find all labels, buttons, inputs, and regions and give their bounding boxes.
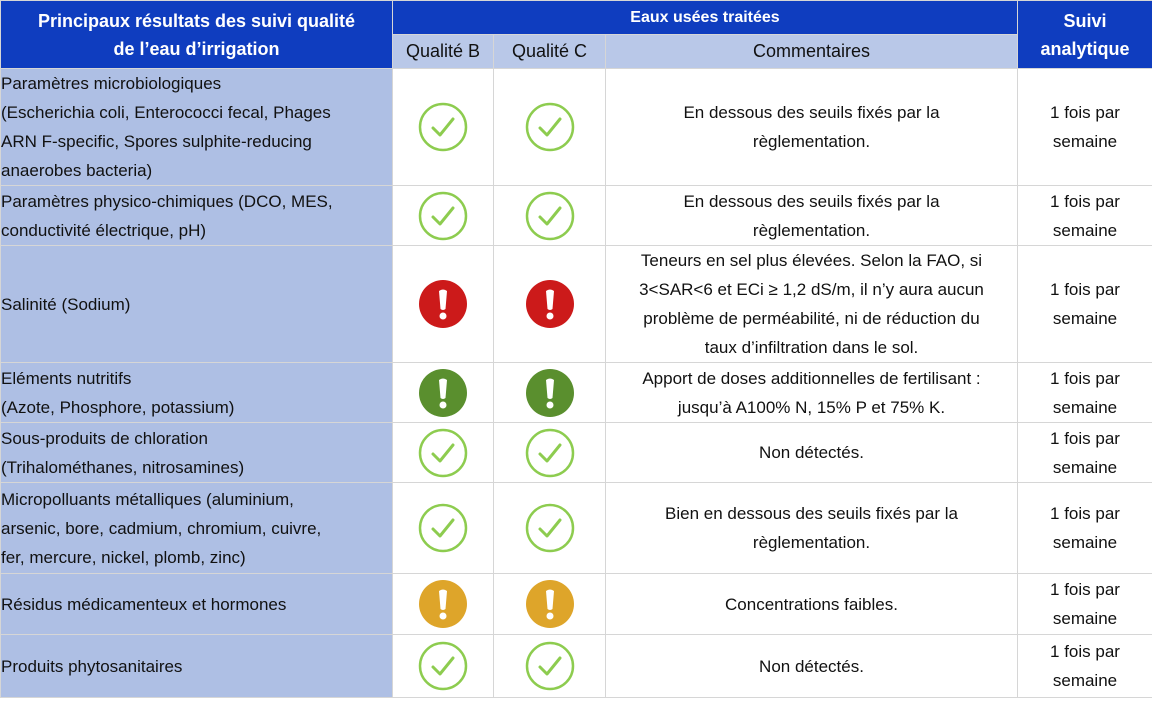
- comment-text: Non détectés.: [759, 656, 864, 676]
- info-green-icon: [524, 367, 576, 419]
- frequency-cell: [1018, 69, 1152, 186]
- comment-cell: [606, 246, 1018, 363]
- warning-orange-icon: [524, 578, 576, 630]
- parameter-cell: [1, 186, 393, 246]
- comment-cell: [606, 186, 1018, 246]
- parameter-text: Micropolluants métalliques (aluminium,: [1, 489, 294, 509]
- comment-text: 3<SAR<6 et ECi ≥ 1,2 dS/m, il n’y aura aucun: [639, 280, 984, 299]
- parameter-text: (Trihalométhanes, nitrosamines): [1, 457, 245, 477]
- column-header-qualite-b: Qualité B: [393, 35, 494, 69]
- table-row: [1, 363, 1152, 423]
- qualite-b-cell: [393, 363, 494, 423]
- table-row: [1, 69, 1152, 186]
- alert-red-icon: [417, 278, 469, 330]
- qualite-b-cell: [393, 574, 494, 635]
- comment-cell: [606, 69, 1018, 186]
- check-circle-icon: [524, 101, 576, 153]
- parameter-text: Paramètres microbiologiques: [1, 74, 222, 93]
- parameter-cell: [1, 69, 393, 186]
- parameter-text: Produits phytosanitaires: [1, 656, 183, 676]
- comment-text: Concentrations faibles.: [725, 594, 898, 614]
- frequency-text: semaine: [1052, 533, 1118, 552]
- check-circle-icon: [417, 502, 469, 554]
- table-row: [1, 483, 1152, 574]
- parameter-cell: [1, 574, 393, 635]
- qualite-c-cell: [494, 483, 606, 574]
- parameter-text: fer, mercure, nickel, plomb, zinc): [1, 547, 246, 567]
- comment-cell: [606, 423, 1018, 483]
- check-circle-icon: [417, 427, 469, 479]
- parameter-text: Résidus médicamenteux et hormones: [1, 594, 287, 614]
- comment-cell: [606, 574, 1018, 635]
- check-circle-icon: [417, 640, 469, 692]
- comment-text: taux d’infiltration dans le sol.: [704, 338, 919, 357]
- frequency-text: semaine: [1052, 671, 1118, 690]
- comment-cell: [606, 483, 1018, 574]
- parameter-text: arsenic, bore, cadmium, chromium, cuivre,: [1, 518, 322, 538]
- check-circle-icon: [417, 101, 469, 153]
- frequency-cell: [1018, 246, 1152, 363]
- table-body: [1, 69, 1152, 698]
- comment-cell: [606, 635, 1018, 698]
- frequency-text: 1 fois par: [1050, 504, 1120, 523]
- qualite-c-cell: [494, 635, 606, 698]
- suivi-header: [1018, 1, 1152, 69]
- frequency-text: semaine: [1052, 220, 1118, 240]
- frequency-text: 1 fois par: [1050, 368, 1120, 388]
- parameter-text: Salinité (Sodium): [1, 294, 131, 314]
- parameter-cell: [1, 246, 393, 363]
- qualite-b-cell: [393, 186, 494, 246]
- comment-text: En dessous des seuils fixés par la: [683, 191, 940, 211]
- table-row: [1, 423, 1152, 483]
- qualite-c-cell: [494, 423, 606, 483]
- table-title: [1, 1, 393, 69]
- qualite-b-cell: [393, 483, 494, 574]
- frequency-text: semaine: [1052, 609, 1118, 628]
- parameter-cell: [1, 635, 393, 698]
- check-circle-icon: [524, 502, 576, 554]
- frequency-text: semaine: [1052, 309, 1118, 328]
- table-row: [1, 246, 1152, 363]
- info-green-icon: [417, 367, 469, 419]
- comment-cell: [606, 363, 1018, 423]
- frequency-cell: [1018, 635, 1152, 698]
- parameter-cell: [1, 483, 393, 574]
- frequency-text: 1 fois par: [1050, 280, 1120, 299]
- warning-orange-icon: [417, 578, 469, 630]
- frequency-text: 1 fois par: [1050, 642, 1120, 661]
- parameter-text: anaerobes bacteria): [1, 161, 153, 180]
- group-header: Eaux usées traitées: [393, 1, 1018, 35]
- qualite-b-cell: [393, 635, 494, 698]
- table-row: [1, 186, 1152, 246]
- qualite-b-cell: [393, 69, 494, 186]
- alert-red-icon: [524, 278, 576, 330]
- parameter-text: ARN F-specific, Spores sulphite-reducing: [1, 132, 312, 151]
- qualite-b-cell: [393, 246, 494, 363]
- frequency-text: semaine: [1052, 132, 1118, 151]
- column-header-commentaires: Commentaires: [606, 35, 1018, 69]
- frequency-cell: [1018, 363, 1152, 423]
- comment-text: En dessous des seuils fixés par la: [683, 103, 940, 122]
- table-row: [1, 574, 1152, 635]
- suivi-header-line: Suivi: [1063, 10, 1107, 31]
- column-header-qualite-c: Qualité C: [494, 35, 606, 69]
- parameter-cell: [1, 423, 393, 483]
- parameter-text: Paramètres physico-chimiques (DCO, MES,: [1, 191, 333, 211]
- comment-text: règlementation.: [752, 533, 871, 552]
- frequency-text: 1 fois par: [1050, 191, 1120, 211]
- comment-text: Bien en dessous des seuils fixés par la: [665, 504, 958, 523]
- comment-text: Non détectés.: [759, 443, 864, 462]
- qualite-b-cell: [393, 423, 494, 483]
- check-circle-icon: [524, 640, 576, 692]
- comment-text: jusqu’à A100% N, 15% P et 75% K.: [677, 397, 946, 417]
- comment-text: Teneurs en sel plus élevées. Selon la FAO, si: [640, 251, 983, 270]
- parameter-text: conductivité électrique, pH): [1, 220, 207, 240]
- parameter-text: Sous-produits de chloration: [1, 428, 208, 448]
- frequency-text: semaine: [1052, 397, 1118, 417]
- table-title-line: Principaux résultats des suivi qualité: [37, 10, 356, 31]
- qualite-c-cell: [494, 363, 606, 423]
- qualite-c-cell: [494, 574, 606, 635]
- comment-text: règlementation.: [752, 220, 871, 240]
- frequency-cell: [1018, 423, 1152, 483]
- check-circle-icon: [524, 190, 576, 242]
- parameter-text: Eléments nutritifs: [1, 368, 132, 388]
- frequency-cell: [1018, 574, 1152, 635]
- suivi-header-line: analytique: [1040, 38, 1130, 59]
- check-circle-icon: [524, 427, 576, 479]
- comment-text: problème de perméabilité, ni de réduction du: [643, 309, 980, 328]
- comment-text: Apport de doses additionnelles de fertilisant :: [642, 368, 981, 388]
- parameter-text: (Escherichia coli, Enterococci fecal, Phages: [1, 103, 331, 122]
- qualite-c-cell: [494, 246, 606, 363]
- qualite-c-cell: [494, 69, 606, 186]
- parameter-cell: [1, 363, 393, 423]
- comment-text: règlementation.: [752, 132, 871, 151]
- qualite-c-cell: [494, 186, 606, 246]
- table-row: [1, 635, 1152, 698]
- frequency-text: semaine: [1052, 457, 1118, 477]
- table-title-line: de l’eau d’irrigation: [113, 38, 280, 59]
- frequency-text: 1 fois par: [1050, 428, 1120, 448]
- frequency-text: 1 fois par: [1050, 103, 1120, 122]
- frequency-text: 1 fois par: [1050, 580, 1120, 599]
- frequency-cell: [1018, 186, 1152, 246]
- check-circle-icon: [417, 190, 469, 242]
- frequency-cell: [1018, 483, 1152, 574]
- parameter-text: (Azote, Phosphore, potassium): [1, 397, 235, 417]
